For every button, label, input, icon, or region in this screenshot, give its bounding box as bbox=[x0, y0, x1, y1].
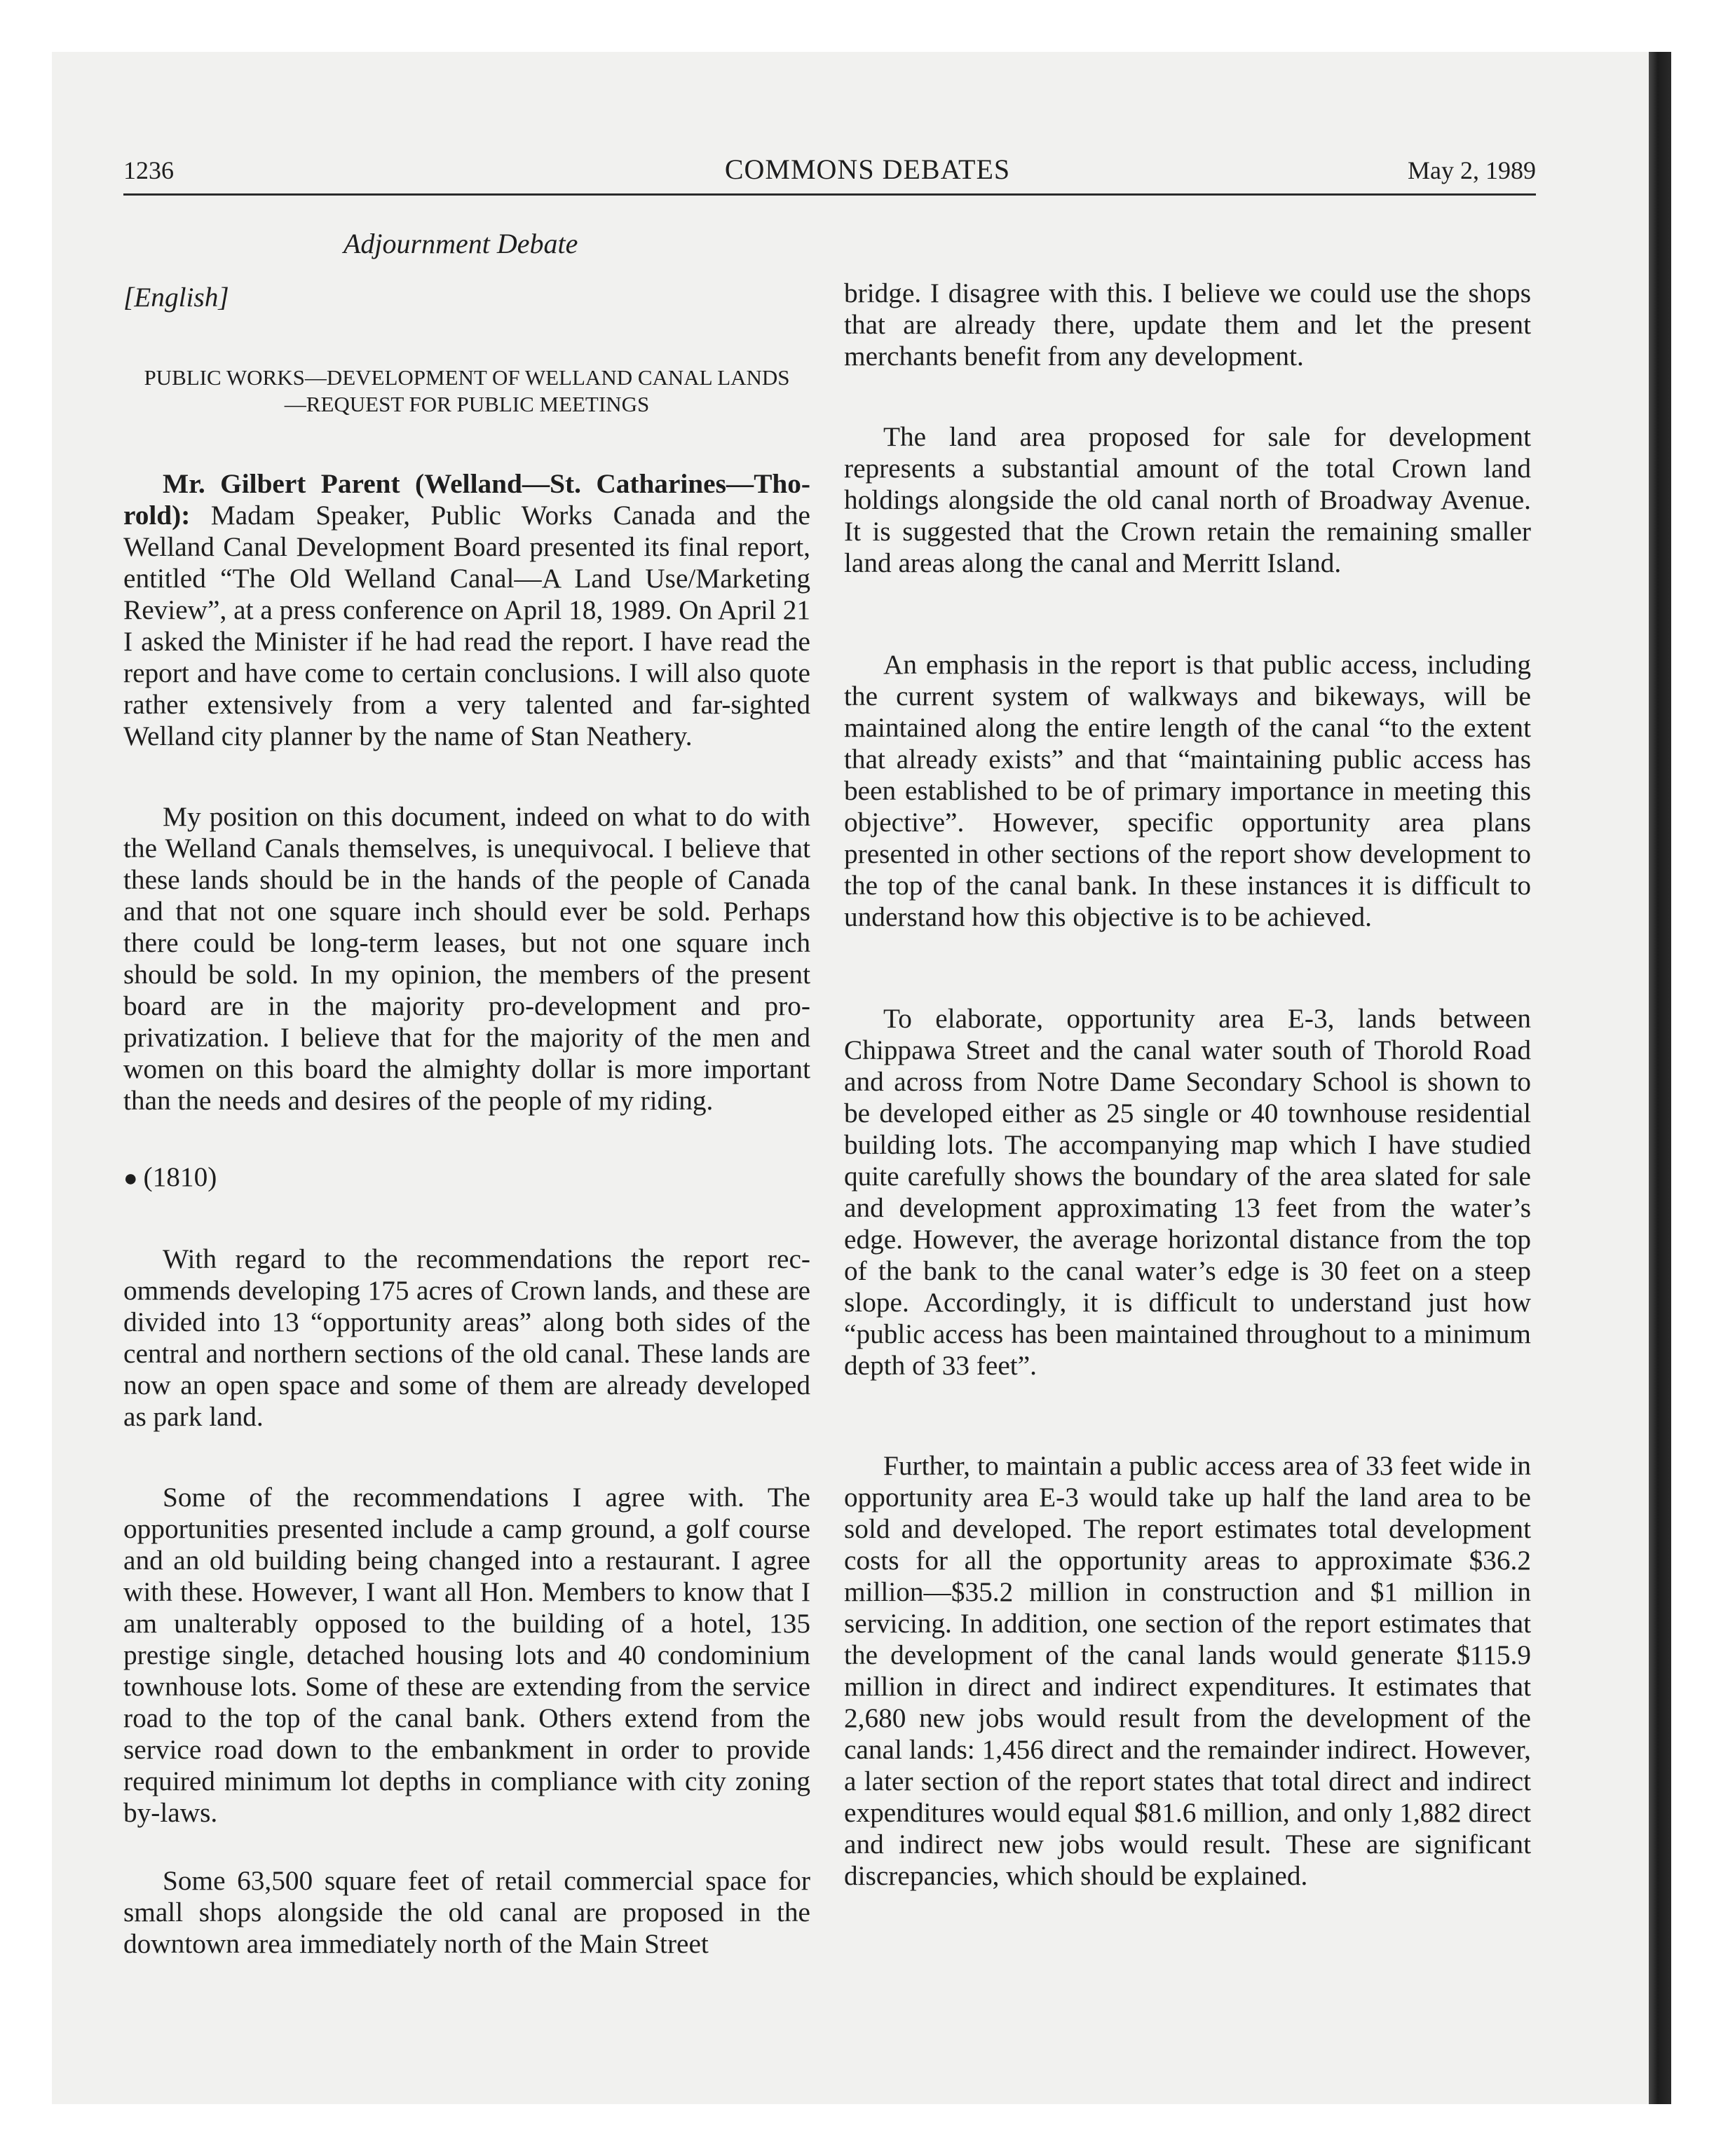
paragraph: To elaborate, opportunity area E-3, lands between Chippawa Street and the canal water south of Thorold Road and across from Notre Dame Secondary School is shown to be developed either as 25 single or 40 townhouse residential building lots. The accompanying map which I have studied quite carefully shows the boundary of the area slated for sale and development approximating 13 feet from the water’s edge. However, the average horizontal distance from the top of the bank to the canal water’s edge is 30 feet on a steep slope. Accordingly, it is difficult to understand just how “public access has been maintained throughout to a minimum depth of 33 feet”. bbox=[844, 1003, 1531, 1381]
paragraph bbox=[123, 468, 810, 752]
paragraph: An emphasis in the report is that public access, including the current system of walkways and bikeways, will be maintained along the entire length of the canal “to the extent that already exists” and that “maintaining public access has been established to be of primary importance in meeting this objective”. However, specific opportunity area plans presented in other sections of the report show development to the top of the canal bank. In these instances it is difficult to understand how this objective is to be achieved. bbox=[844, 649, 1531, 932]
left-column bbox=[123, 278, 810, 1960]
language-tag: [English] bbox=[123, 282, 229, 313]
timestamp-text: (1810) bbox=[143, 1161, 217, 1192]
paragraph: The land area proposed for sale for development represents a substantial amount of the total Crown land holdings alongside the old canal north of Broadway Avenue. It is suggested that the Crown retain the remaining smaller land areas along the canal and Merritt Island. bbox=[844, 421, 1531, 578]
bullet-icon: ● bbox=[123, 1166, 138, 1192]
paragraph: bridge. I disagree with this. I believe we could use the shops that are already there, update them and let the present merchants benefit from any development. bbox=[844, 278, 1531, 371]
scan-edge bbox=[1649, 52, 1671, 2104]
paragraph: Some 63,500 square feet of retail commercial space for small shops alongside the old canal are proposed in the downtown area immediately north of the Main Street bbox=[123, 1865, 810, 1959]
paragraph: Further, to maintain a public access area of 33 feet wide in opportunity area E-3 would take up half the land area to be sold and developed. The report estimates total development costs for all the opportunity areas to approximate $36.2 million—$35.2 million in construction and $1 million in servicing. In addition, one section of the report estimates that the development of the canal lands would generate $115.9 million in direct and indirect expenditures. It estimates that 2,680 new jobs would result from the development of the canal lands: 1,456 direct and the remainder indirect. However, a later section of the report states that total direct and indirect expenditures would equal $81.6 million, and only 1,882 direct and indirect new jobs would result. These are significant discrepancies, which should be explained. bbox=[844, 1450, 1531, 1891]
header-rule bbox=[123, 193, 1536, 196]
publication-date: May 2, 1989 bbox=[1408, 156, 1536, 184]
speaker-name: Mr. Gilbert Parent (Welland—St. Catharines—Thorold): bbox=[123, 468, 810, 531]
timestamp bbox=[123, 1161, 810, 1194]
paragraph: With regard to the recommendations the report recommends developing 175 acres of Crown lands, and these are divided into 13 “opportunity areas” along both sides of the central and northern sections of the old canal. These lands are now an open space and some of them are already developed as park land. bbox=[123, 1243, 810, 1432]
page-number: 1236 bbox=[123, 156, 174, 184]
publication-title: COMMONS DEBATES bbox=[724, 153, 1011, 185]
paragraph: My position on this document, indeed on what to do with the Welland Canals themselves, is unequivocal. I believe that these lands should be in the hands of the people of Canada and that not one square inch should ever be sold. Perhaps there could be long-term leases, but not one square inch should be sold. In my opinion, the members of the present board are in the majority pro-development and pro-privatization. I believe that for the majority of the men and women on this board the almighty dollar is more important than the needs and desires of the people of my riding. bbox=[123, 801, 810, 1116]
debate-heading: PUBLIC WORKS—DEVELOPMENT OF WELLAND CANAL LANDS—REQUEST FOR PUBLIC MEETINGS bbox=[144, 365, 790, 416]
paragraph-text: Madam Speaker, Public Works Canada and the Welland Canal Development Board presented its final report, entitled “The Old Welland Canal—A Land Use/Marketing Review”, at a press conference on April 18, 1989. On April 21 I asked the Minister if he had read the report. I have read the report and have come to certain conclusions. I will also quote rather extensively from a very talented and far-sighted Welland city planner by the name of Stan Neathery. bbox=[123, 500, 811, 751]
right-column bbox=[844, 278, 1531, 1892]
paragraph: Some of the recommendations I agree with. The opportunities presented include a camp ground, a golf course and an old building being changed into a restaurant. I agree with these. However, I want all Hon. Members to know that I am unalterably opposed to the building of a hotel, 135 prestige single, detached housing lots and 40 condominium townhouse lots. Some of these are extending from the service road to the top of the canal bank. Others extend from the service road down to the embankment in order to provide required minimum lot depths in compliance with city zoning by-laws. bbox=[123, 1482, 810, 1828]
section-label: Adjournment Debate bbox=[343, 228, 578, 259]
